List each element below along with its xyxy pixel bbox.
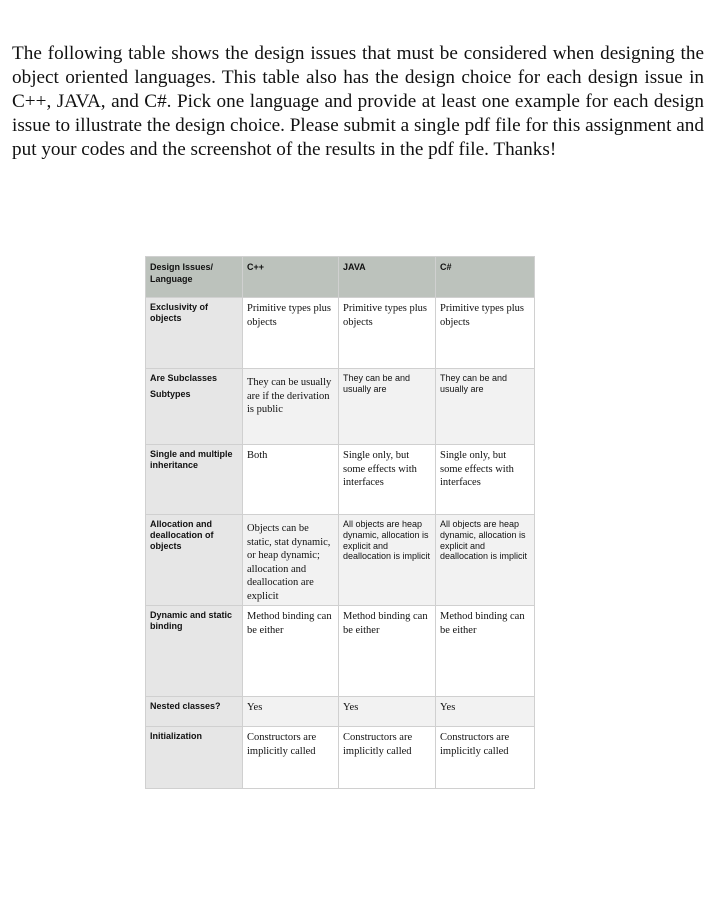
- cell-java: Single only, but some effects with interfaces: [339, 445, 436, 515]
- issue-inheritance: Single and multiple inheritance: [146, 445, 243, 515]
- table-row: [146, 727, 535, 789]
- table-header-row: [146, 257, 535, 298]
- cell-cpp: Primitive types plus objects: [243, 298, 339, 369]
- cell-cpp: They can be usually are if the derivation is public: [243, 369, 339, 445]
- cell-cpp: Method binding can be either: [243, 606, 339, 697]
- issue-subclasses-line: Are Subclasses: [150, 373, 218, 383]
- cell-csharp: They can be and usually are: [436, 369, 535, 445]
- header-cpp: C++: [243, 257, 339, 298]
- assignment-instructions: The following table shows the design issues that must be considered when designing the object oriented languages. This table also has the design choice for each design issue in C++, JAVA, and C#. Pick one language and provide at least one example for each design issue to illustrate the design choice. Please submit a single pdf file for this assignment and put your codes and the screenshot of the results in the pdf file. Thanks!: [12, 43, 704, 160]
- cell-java: Constructors are implicitly called: [339, 727, 436, 789]
- cell-csharp: Single only, but some effects with interfaces: [436, 445, 535, 515]
- table-row: [146, 369, 535, 445]
- table-row: [146, 697, 535, 727]
- header-design-issues: Design Issues/ Language: [146, 257, 243, 298]
- header-csharp: C#: [436, 257, 535, 298]
- header-java: JAVA: [339, 257, 436, 298]
- cell-java: All objects are heap dynamic, allocation is explicit and deallocation is implicit: [339, 515, 436, 606]
- cell-csharp: All objects are heap dynamic, allocation is explicit and deallocation is implicit: [436, 515, 535, 606]
- issue-exclusivity: Exclusivity of objects: [146, 298, 243, 369]
- issue-allocation: Allocation and deallocation of objects: [146, 515, 243, 606]
- issue-subclasses-subtypes: [146, 369, 243, 445]
- cell-cpp: Both: [243, 445, 339, 515]
- cell-csharp: Method binding can be either: [436, 606, 535, 697]
- issue-initialization: Initialization: [146, 727, 243, 789]
- cell-csharp: Constructors are implicitly called: [436, 727, 535, 789]
- table-row: [146, 445, 535, 515]
- cell-java: They can be and usually are: [339, 369, 436, 445]
- cell-csharp: Primitive types plus objects: [436, 298, 535, 369]
- design-issues-table: [145, 256, 535, 789]
- cell-java: Yes: [339, 697, 436, 727]
- cell-java: Method binding can be either: [339, 606, 436, 697]
- issue-subtypes-line: Subtypes: [150, 389, 191, 399]
- table-row: [146, 515, 535, 606]
- issue-binding: Dynamic and static binding: [146, 606, 243, 697]
- cell-cpp: Objects can be static, stat dynamic, or heap dynamic; allocation and deallocation are explicit: [243, 515, 339, 606]
- table-row: [146, 606, 535, 697]
- cell-cpp: Yes: [243, 697, 339, 727]
- issue-nested-classes: Nested classes?: [146, 697, 243, 727]
- table-row: [146, 298, 535, 369]
- cell-cpp: Constructors are implicitly called: [243, 727, 339, 789]
- cell-java: Primitive types plus objects: [339, 298, 436, 369]
- cell-csharp: Yes: [436, 697, 535, 727]
